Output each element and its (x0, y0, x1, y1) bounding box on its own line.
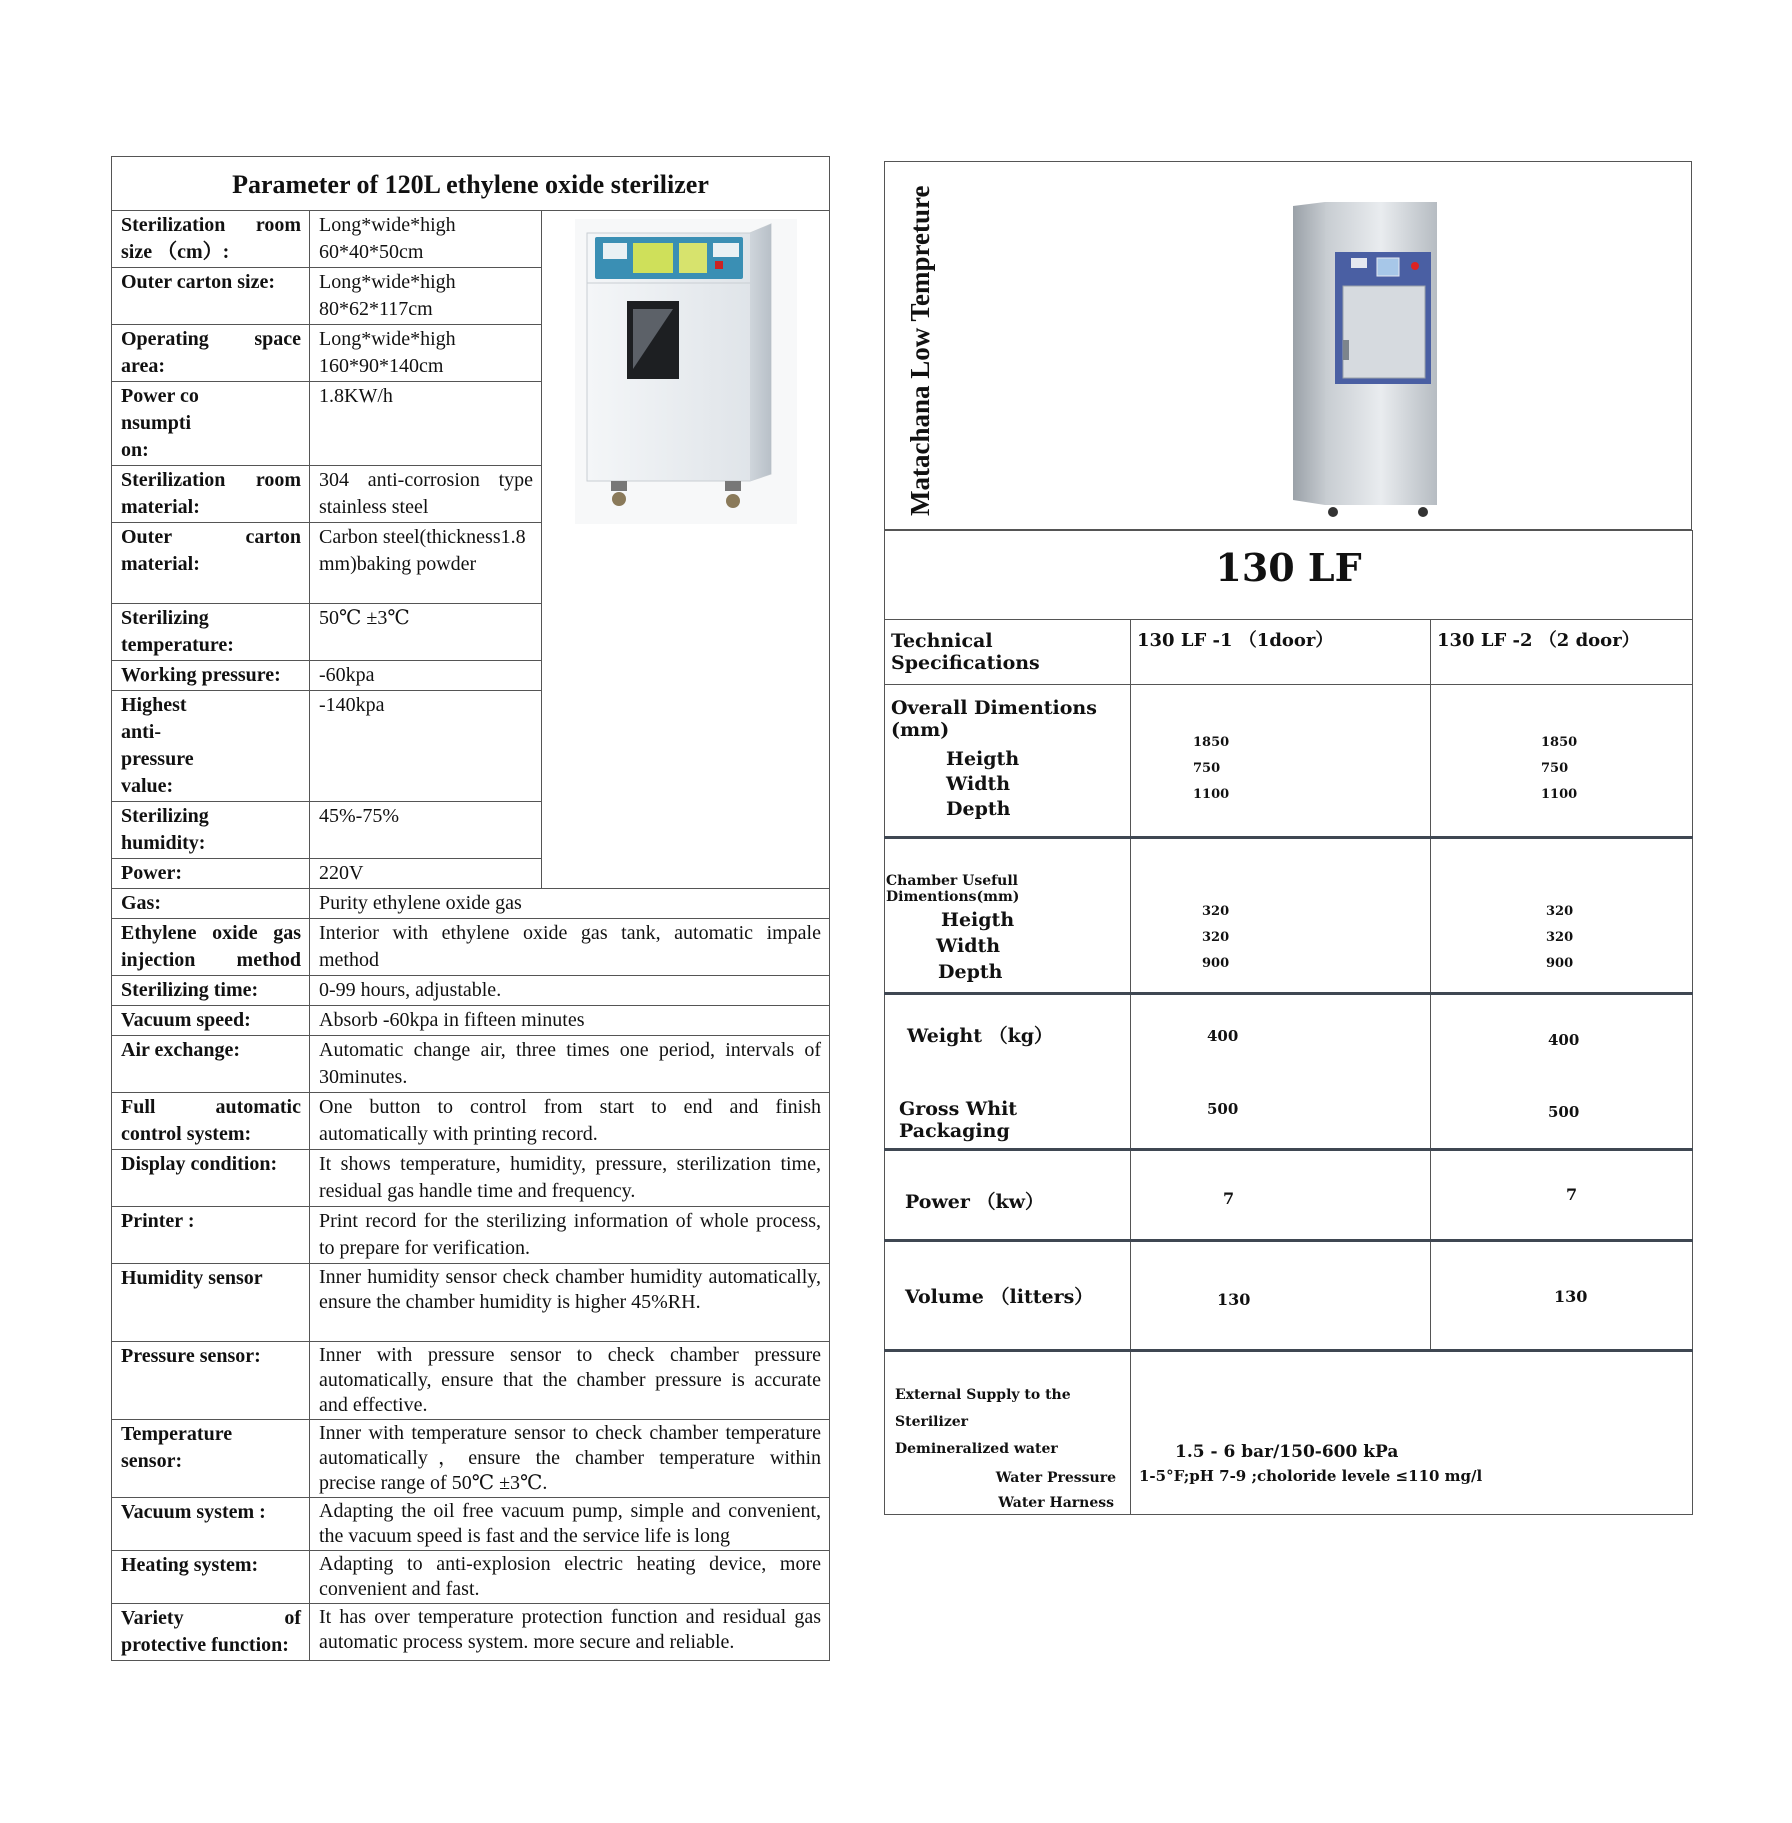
param-value: Carbon steel(thickness1.8mm)baking powder (310, 523, 542, 604)
gross-packaging-label: Gross Whit Packaging (899, 1098, 1018, 1142)
param-label: Sterilizing temperature: (112, 604, 310, 661)
param-value: Adapting to anti-explosion electric heating device, more convenient and fast. (310, 1551, 830, 1604)
dim-value: 320 (1202, 904, 1230, 919)
dim-value: 320 (1202, 930, 1230, 945)
overall-dimensions-label: Overall Dimentions (mm) (891, 697, 1097, 741)
param-value: Print record for the sterilizing information of whole process, to prepare for verification. (310, 1207, 830, 1264)
power-col2 (1431, 1150, 1693, 1241)
param-label: Sterilization room size （cm）: (112, 211, 310, 268)
param-label: Sterilizing humidity: (112, 802, 310, 859)
param-value: It shows temperature, humidity, pressure, sterilization time, residual gas handle time and frequency. (310, 1150, 830, 1207)
dim-value: 320 (1546, 930, 1574, 945)
param-label: Operating space area: (112, 325, 310, 382)
dim-sub-label: Depth (946, 798, 1011, 820)
param-value: Absorb -60kpa in fifteen minutes (310, 1006, 830, 1036)
param-label: Air exchange: (112, 1036, 310, 1093)
param-value: It has over temperature protection function and residual gas automatic process system. more secure and reliable. (310, 1604, 830, 1661)
weight-col1 (1131, 994, 1431, 1150)
param-value: 304 anti-corrosion type stainless steel (310, 466, 542, 523)
sterilizer-parameter-table (111, 156, 830, 1661)
overall-dimensions-col1 (1131, 685, 1431, 838)
power-label: Power （kw） (905, 1191, 1045, 1213)
water-pressure-value: 1.5 - 6 bar/150-600 kPa (1175, 1442, 1399, 1462)
model-title: 130 LF (885, 531, 1693, 620)
dim-value: 750 (1541, 761, 1569, 776)
low-temperature-sterilizer-photo (1285, 200, 1445, 520)
weight-label-cell (885, 994, 1131, 1150)
water-pressure-label: Water Pressure (995, 1470, 1116, 1486)
sterilizer-photo-cell (542, 211, 830, 889)
dim-value: 1850 (1541, 735, 1578, 750)
param-value: Automatic change air, three times one period, intervals of 30minutes. (310, 1036, 830, 1093)
param-label: Full automatic control system: (112, 1093, 310, 1150)
demineralized-water-label: Demineralized water (895, 1441, 1058, 1457)
param-label: Temperature sensor: (112, 1420, 310, 1498)
dim-value: 900 (1546, 956, 1574, 971)
volume-value: 130 (1217, 1290, 1251, 1309)
param-label: Highest anti-pressure value: (112, 691, 310, 802)
overall-dimensions-label-cell (885, 685, 1131, 838)
param-label: Power consumption: (112, 382, 310, 466)
param-value: Long*wide*high 80*62*117cm (310, 268, 542, 325)
power-value: 7 (1223, 1189, 1235, 1208)
param-value: Inner with temperature sensor to check chamber temperature automatically，ensure the chamber temperature within precise range of 50℃ ±3℃. (310, 1420, 830, 1498)
spec-header-label: Technical Specifications (885, 620, 1131, 685)
chamber-dimensions-label: Chamber Usefull Dimentions(mm) (886, 873, 1020, 905)
weight-col2 (1431, 994, 1693, 1150)
ethylene-oxide-sterilizer-photo (575, 219, 797, 524)
spec-header-col1: 130 LF -1 （1door） (1131, 620, 1431, 685)
dim-sub-label: Width (936, 935, 1001, 957)
water-harness-label: Water Harness (998, 1495, 1114, 1511)
vertical-title: Matachana Low Tempreture (905, 185, 935, 516)
power-col1 (1131, 1150, 1431, 1241)
dim-value: 1100 (1541, 787, 1578, 802)
weight-value: 400 (1207, 1027, 1239, 1045)
water-harness-value: 1-5°F;pH 7-9 ;choloride levele ≤110 mg/l (1139, 1467, 1483, 1485)
param-value: 50℃ ±3℃ (310, 604, 542, 661)
gross-weight-value: 500 (1548, 1103, 1580, 1121)
param-value: -60kpa (310, 661, 542, 691)
table-title: Parameter of 120L ethylene oxide sterilizer (112, 157, 830, 211)
param-label: Vacuum speed: (112, 1006, 310, 1036)
gross-weight-value: 500 (1207, 1100, 1239, 1118)
param-value: Adapting the oil free vacuum pump, simple and convenient, the vacuum speed is fast and the service life is long (310, 1498, 830, 1551)
param-value: Inner with pressure sensor to check chamber pressure automatically, ensure that the chamber pressure is accurate and effective. (310, 1342, 830, 1420)
spec-header-col2: 130 LF -2 （2 door） (1431, 620, 1693, 685)
volume-col1 (1131, 1241, 1431, 1351)
param-label: Vacuum system : (112, 1498, 310, 1551)
product-header-panel (884, 161, 1692, 530)
param-value: 45%-75% (310, 802, 542, 859)
weight-label: Weight （kg） (907, 1025, 1054, 1047)
dim-value: 1850 (1193, 735, 1230, 750)
param-value: 0-99 hours, adjustable. (310, 976, 830, 1006)
technical-specifications-table (884, 530, 1693, 1515)
chamber-dimensions-col1 (1131, 838, 1431, 994)
param-label: Power: (112, 859, 310, 889)
power-value: 7 (1566, 1185, 1578, 1204)
dim-sub-label: Heigth (941, 909, 1015, 931)
param-label: Ethylene oxide gas injection method (112, 919, 310, 976)
dim-value: 1100 (1193, 787, 1230, 802)
param-value: One button to control from start to end and finish automatically with printing record. (310, 1093, 830, 1150)
param-value: 1.8KW/h (310, 382, 542, 466)
external-supply-label: External Supply to the Sterilizer (895, 1387, 1071, 1430)
dim-value: 900 (1202, 956, 1230, 971)
param-label: Humidity sensor (112, 1264, 310, 1342)
param-label: Sterilizing time: (112, 976, 310, 1006)
param-value: Purity ethylene oxide gas (310, 889, 830, 919)
external-supply-label-cell (885, 1351, 1131, 1515)
param-label: Outer carton size: (112, 268, 310, 325)
param-label: Heating system: (112, 1551, 310, 1604)
param-label: Working pressure: (112, 661, 310, 691)
weight-value: 400 (1548, 1031, 1580, 1049)
param-label: Sterilization room material: (112, 466, 310, 523)
matachana-spec-sheet (884, 161, 1692, 1515)
external-supply-values (1131, 1351, 1693, 1515)
volume-label: Volume （litters） (905, 1286, 1094, 1308)
param-value: Long*wide*high 60*40*50cm (310, 211, 542, 268)
power-label-cell (885, 1150, 1131, 1241)
param-value: Long*wide*high 160*90*140cm (310, 325, 542, 382)
param-label: Variety of protective function: (112, 1604, 310, 1661)
param-label: Gas: (112, 889, 310, 919)
param-label: Pressure sensor: (112, 1342, 310, 1420)
param-value: Inner humidity sensor check chamber humidity automatically, ensure the chamber humidity is higher 45%RH. (310, 1264, 830, 1342)
param-value: Interior with ethylene oxide gas tank, automatic impale method (310, 919, 830, 976)
dim-value: 320 (1546, 904, 1574, 919)
dim-sub-label: Heigth (946, 748, 1020, 770)
param-value: -140kpa (310, 691, 542, 802)
param-label: Display condition: (112, 1150, 310, 1207)
volume-value: 130 (1554, 1287, 1588, 1306)
volume-col2 (1431, 1241, 1693, 1351)
chamber-dimensions-label-cell (885, 838, 1131, 994)
param-label: Printer : (112, 1207, 310, 1264)
dim-sub-label: Width (946, 773, 1011, 795)
param-label: Outer carton material: (112, 523, 310, 604)
overall-dimensions-col2 (1431, 685, 1693, 838)
param-value: 220V (310, 859, 542, 889)
dim-value: 750 (1193, 761, 1221, 776)
dim-sub-label: Depth (938, 961, 1003, 983)
volume-label-cell (885, 1241, 1131, 1351)
chamber-dimensions-col2 (1431, 838, 1693, 994)
